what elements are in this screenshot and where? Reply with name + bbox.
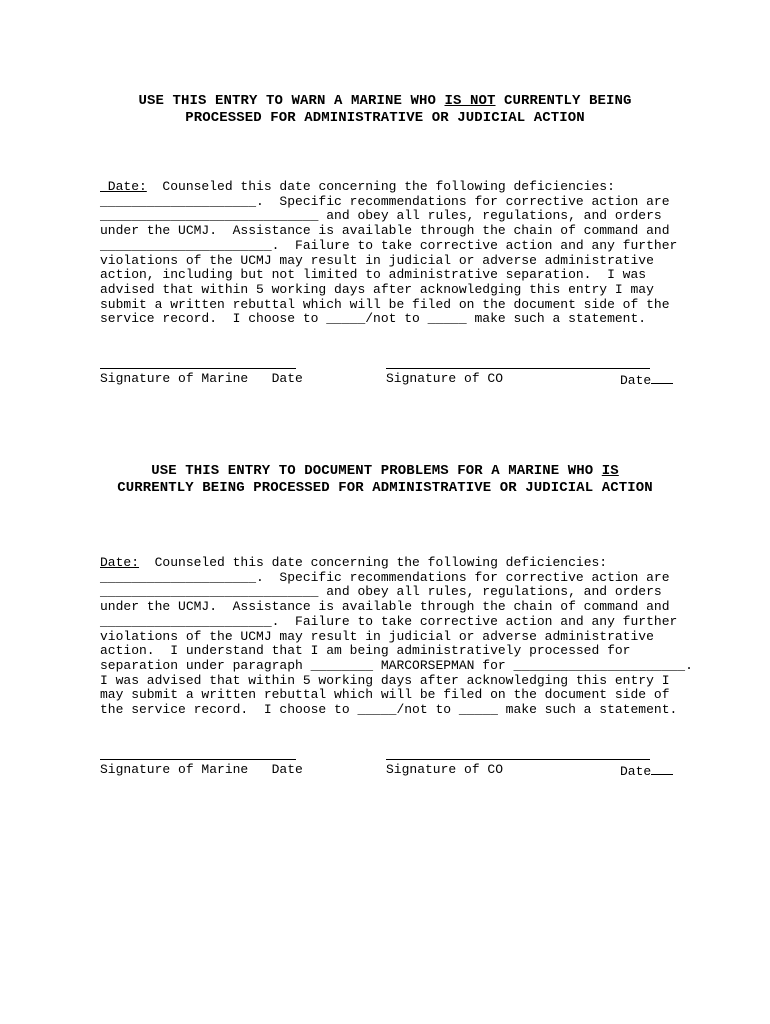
section2-heading-emphasis: IS [601, 463, 619, 479]
section2-line-10: the service record. I choose to _____/not to _____ make such a statement. [100, 702, 678, 718]
section1-line-7: advised that within 5 working days after acknowledging this entry I may [100, 281, 654, 297]
section1-co-signature-line [386, 368, 650, 369]
section2-line-0-text: Counseled this date concerning the following deficiencies: [139, 555, 608, 570]
section2-line-4: ______________________. Failure to take corrective action and any further [100, 613, 678, 629]
section2-line-5: violations of the UCMJ may result in judicial or adverse administrative [100, 628, 654, 644]
section1-co-signature-label: Signature of CO [386, 371, 504, 386]
section1-co-date [620, 371, 673, 388]
section2-co-date-blank [651, 762, 673, 775]
section2-co-date-label: Date [620, 764, 652, 779]
section1-heading-line2: PROCESSED FOR ADMINISTRATIVE OR JUDICIAL ACTION [185, 110, 585, 126]
section2-line-9: may submit a written rebuttal which will be filed on the document side of [100, 687, 670, 703]
section1-heading [60, 93, 710, 127]
section1-heading-text-end: CURRENTLY BEING [495, 93, 632, 109]
section2-marine-signature-line [100, 759, 296, 760]
section1-co-date-blank [651, 371, 673, 384]
section2-marine-signature-label: Signature of Marine Date [100, 762, 303, 777]
section2-line-7: separation under paragraph ________ MARCORSEPMAN for ______________________. [100, 657, 693, 673]
section1-line-0 [100, 180, 690, 195]
section1-line-0-text: Counseled this date concerning the following deficiencies: [146, 179, 615, 194]
section2-co-signature-label: Signature of CO [386, 762, 504, 777]
section2-heading-line1 [60, 463, 710, 480]
section1-line-3: under the UCMJ. Assistance is available through the chain of command and [100, 223, 670, 239]
section1-line-8: submit a written rebuttal which will be filed on the document side of the [100, 296, 670, 312]
section1-heading-emphasis: IS NOT [444, 93, 496, 109]
section1-line-2: ____________________________ and obey all rules, regulations, and orders [100, 208, 662, 224]
section1-line-4: ______________________. Failure to take corrective action and any further [100, 237, 678, 253]
section1-marine-signature-label: Signature of Marine Date [100, 371, 303, 386]
section2-line-8: I was advised that within 5 working days after acknowledging this entry I [100, 672, 670, 688]
section2-heading [60, 463, 710, 497]
section1-heading-line1 [60, 93, 710, 110]
section1-co-date-label: Date [620, 373, 652, 388]
section2-date-label: Date: [100, 555, 140, 570]
section2-co-signature-line [386, 759, 650, 760]
section2-heading-line2: CURRENTLY BEING PROCESSED FOR ADMINISTRATIVE OR JUDICIAL ACTION [117, 480, 653, 496]
section1-marine-signature-line [100, 368, 296, 369]
section1-line-6: action, including but not limited to administrative separation. I was [100, 267, 647, 283]
section2-line-2: ____________________________ and obey all rules, regulations, and orders [100, 584, 662, 600]
section2-line-1: ____________________. Specific recommendations for corrective action are [100, 569, 670, 585]
section2-heading-text: USE THIS ENTRY TO DOCUMENT PROBLEMS FOR A MARINE WHO [151, 463, 602, 479]
section1-body [100, 180, 690, 327]
section2-body [100, 555, 693, 718]
section1-heading-text: USE THIS ENTRY TO WARN A MARINE WHO [138, 93, 445, 109]
section1-line-5: violations of the UCMJ may result in judicial or adverse administrative [100, 252, 654, 268]
section2-co-date [620, 762, 673, 779]
section2-line-0 [100, 556, 690, 571]
section2-line-6: action. I understand that I am being administratively processed for [100, 643, 631, 659]
section1-line-9: service record. I choose to _____/not to _____ make such a statement. [100, 311, 647, 327]
section1-date-label: Date: [100, 179, 147, 194]
section2-line-3: under the UCMJ. Assistance is available through the chain of command and [100, 599, 670, 615]
section1-line-1: ____________________. Specific recommendations for corrective action are [100, 193, 670, 209]
